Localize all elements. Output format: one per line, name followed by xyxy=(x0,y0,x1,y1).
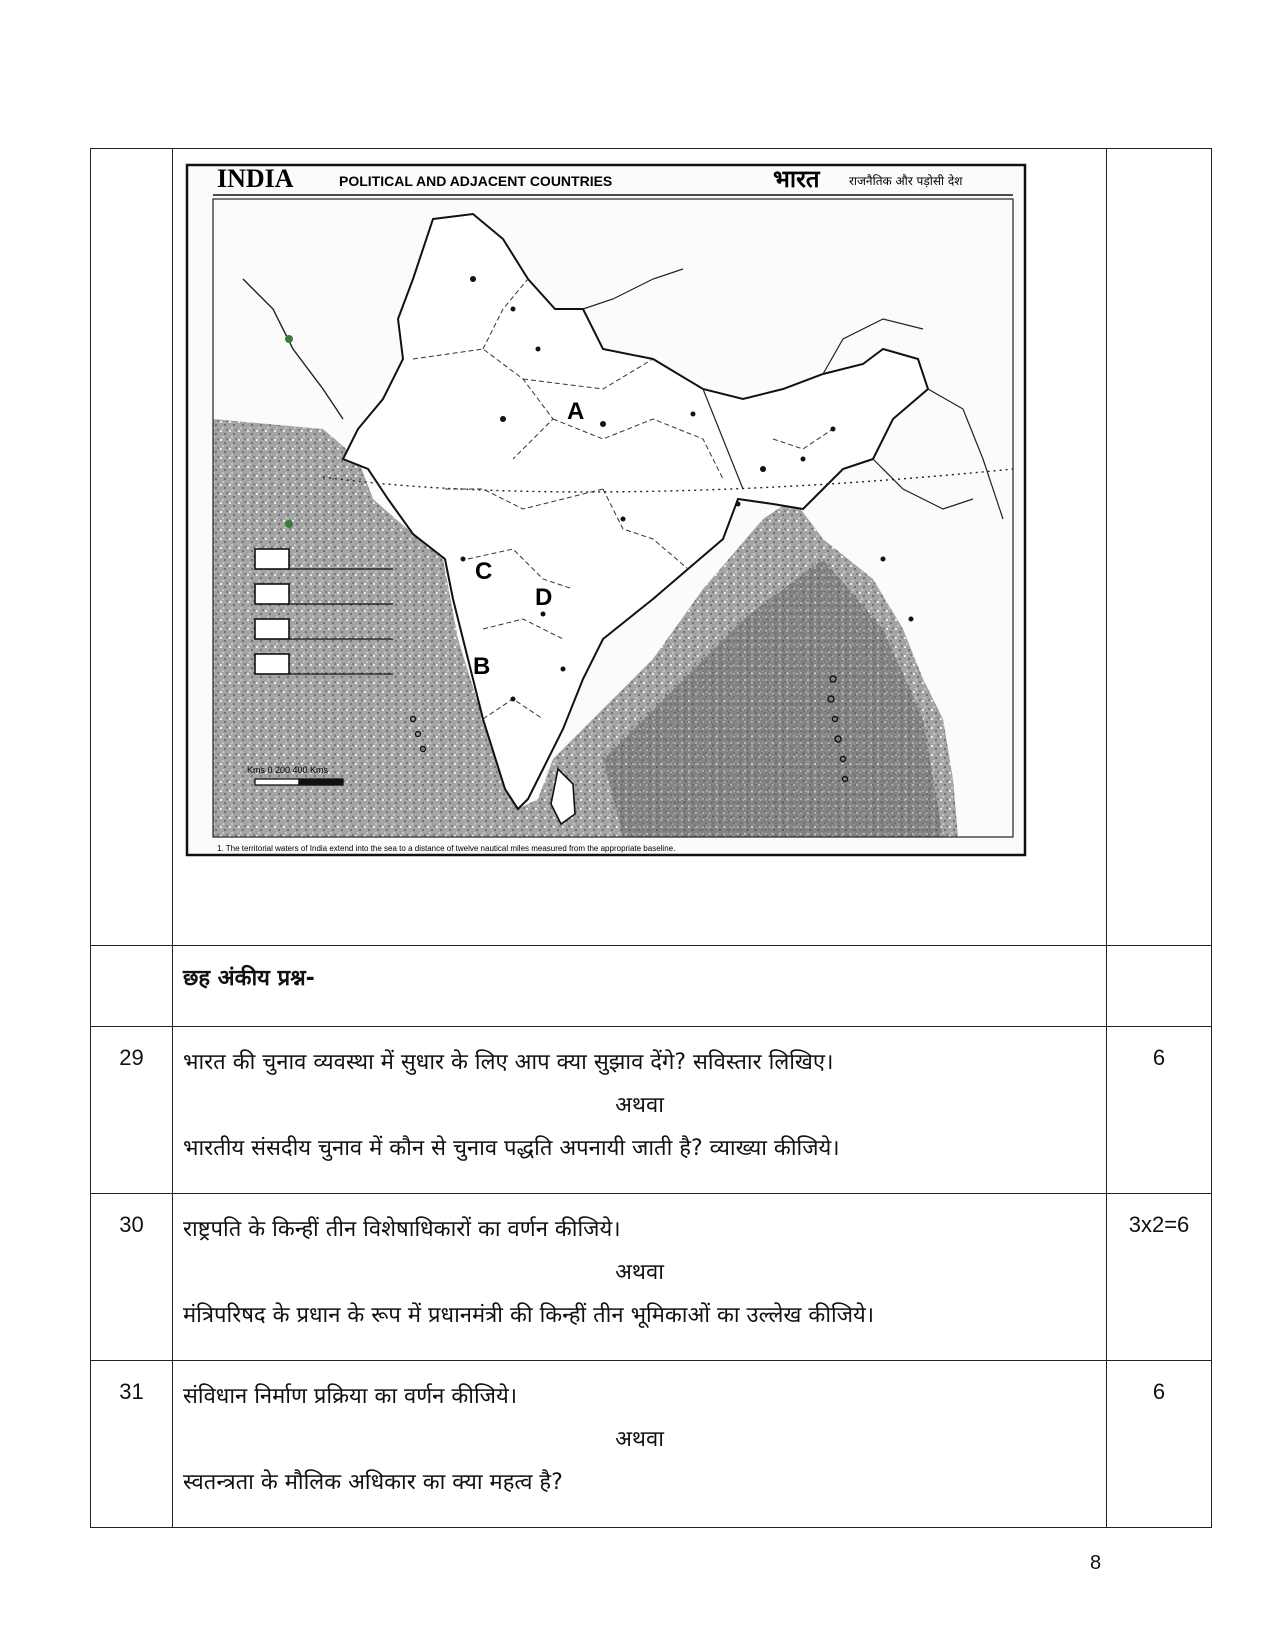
question-table xyxy=(90,148,1212,1528)
question-row-31 xyxy=(91,1361,1212,1528)
map-scale-bar xyxy=(255,779,343,785)
alternative-question-text: स्वतन्त्रता के मौलिक अधिकार का क्या महत्व है? xyxy=(183,1470,563,1495)
question-text: भारत की चुनाव व्यवस्था में सुधार के लिए आप क्या सुझाव देंगे? सविस्तार लिखिए। xyxy=(183,1050,834,1075)
question-number: 31 xyxy=(91,1361,173,1528)
map-label-c: C xyxy=(475,558,493,585)
question-row-29 xyxy=(91,1027,1212,1194)
map-scale-label: Kms 0 200 400 Kms xyxy=(247,765,329,775)
map-cell xyxy=(173,149,1107,946)
section-heading: छह अंकीय प्रश्न- xyxy=(173,946,1107,1027)
alternative-question-text: मंत्रिपरिषद के प्रधान के रूप में प्रधानमंत्री की किन्हीं तीन भूमिकाओं का उल्लेख कीजिये। xyxy=(183,1303,875,1328)
question-text: संविधान निर्माण प्रक्रिया का वर्णन कीजिये। xyxy=(183,1384,518,1409)
or-label: अथवा xyxy=(615,1093,664,1118)
map-subtitle-en: POLITICAL AND ADJACENT COUNTRIES xyxy=(339,173,613,189)
alternative-question-text: भारतीय संसदीय चुनाव में कौन से चुनाव पद्धति अपनायी जाती है? व्याख्या कीजिये। xyxy=(183,1136,840,1161)
or-label: अथवा xyxy=(615,1427,664,1452)
page-number: 8 xyxy=(1090,1552,1102,1574)
map-label-d: D xyxy=(535,584,553,611)
section-heading-row xyxy=(91,946,1212,1027)
map-number-cell xyxy=(91,149,173,946)
question-row-30 xyxy=(91,1194,1212,1361)
or-label: अथवा xyxy=(615,1260,664,1285)
heading-number-cell xyxy=(91,946,173,1027)
question-text-cell xyxy=(173,1027,1107,1194)
map-title-hi: भारत xyxy=(773,165,820,193)
india-political-map xyxy=(183,159,1033,869)
question-number: 30 xyxy=(91,1194,173,1361)
map-label-b: B xyxy=(473,653,491,680)
question-marks: 6 xyxy=(1107,1361,1212,1528)
map-marks-cell xyxy=(1107,149,1212,946)
question-text: राष्ट्रपति के किन्हीं तीन विशेषाधिकारों का वर्णन कीजिये। xyxy=(183,1217,621,1242)
map-subtitle-hi: राजनैतिक और पड़ोसी देश xyxy=(849,174,963,188)
question-marks: 6 xyxy=(1107,1027,1212,1194)
question-number: 29 xyxy=(91,1027,173,1194)
question-marks: 3x2=6 xyxy=(1107,1194,1212,1361)
map-row xyxy=(91,149,1212,946)
question-text-cell xyxy=(173,1361,1107,1528)
heading-marks-cell xyxy=(1107,946,1212,1027)
map-label-a: A xyxy=(567,398,585,425)
map-footnote: 1. The territorial waters of India extend into the sea to a distance of twelve nautical miles measured from the appropriate baseline. xyxy=(217,844,676,853)
question-text-cell xyxy=(173,1194,1107,1361)
map-title-en: INDIA xyxy=(217,164,294,193)
